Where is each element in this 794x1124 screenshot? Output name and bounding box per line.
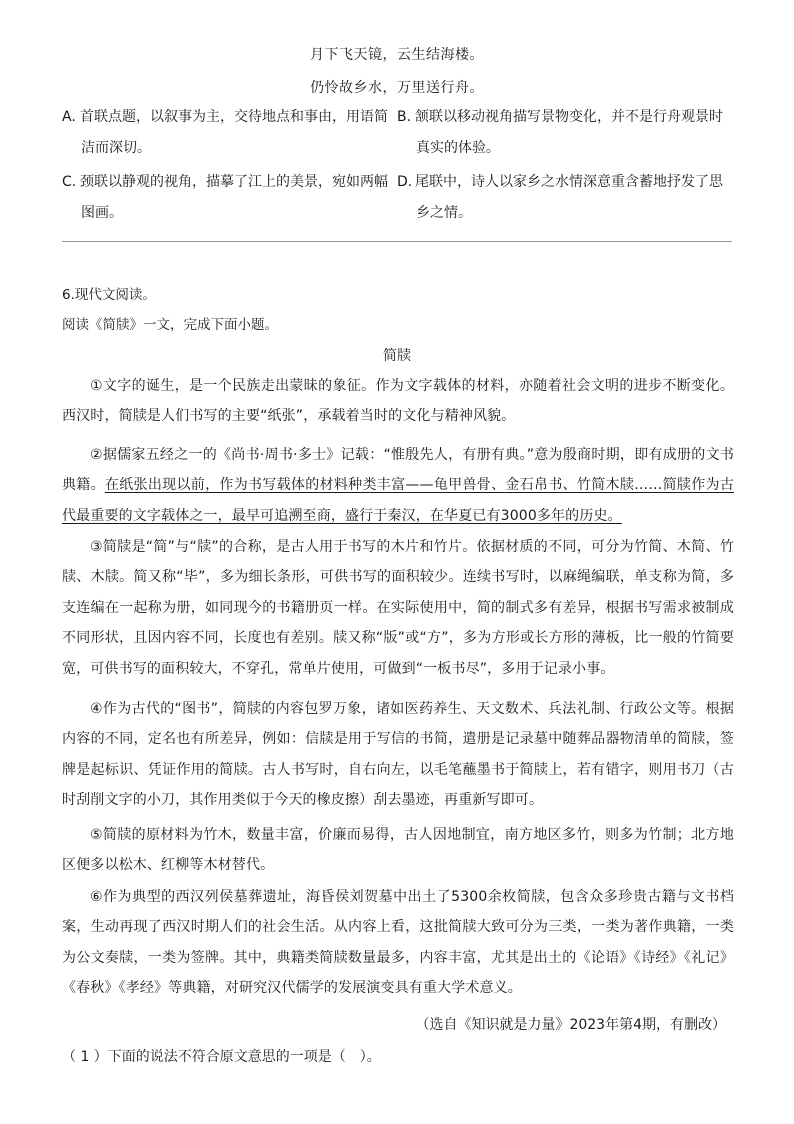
poem-line-2: 仍怜故乡水，万里送行舟。 [310, 80, 484, 96]
paragraph-2-text: ②据儒家五经之一的《尚书·周书·多士》记载：“惟殷先人，有册有典。”意为殷商时期，即有成册的文书典籍。 [62, 447, 734, 494]
paragraph-6: ⑥作为典型的西汉列侯墓葬遗址，海昏侯刘贺墓中出土了5300余枚简牍，包含众多珍贵古籍与文书档案，生动再现了西汉时期人们的社会生活。从内容上看，这批简牍大致可分为三类，一类为著作典籍，一类为公文奏牍，一类为签牌。其中，典籍类简牍数量最多，内容丰富，尤其是出土的《论语》《诗经》《礼记》《春秋》《孝经》等典籍，对研究汉代儒学的发展演变具有重大学术意义。 [62, 889, 734, 997]
option-c-text-2: 图画。 [81, 205, 123, 221]
option-d[interactable] [397, 167, 727, 229]
option-a-letter: A. [62, 109, 76, 125]
option-b-letter: B. [397, 109, 412, 125]
question-1: （ 1 ）下面的说法不符合原文意思的一项是（ ）。 [62, 1049, 381, 1065]
section-heading: 6.现代文阅读。 [62, 287, 156, 303]
option-a[interactable] [62, 102, 392, 164]
paragraph-4: ④作为古代的“图书”，简牍的内容包罗万象，诸如医药养生、天文数术、兵法礼制、行政公文等。根据内容的不同，定名也有所差异，例如：信牍是用于写信的书简，遣册是记录墓中随葬品器物清单的简牍，签牌是起标识、凭证作用的简牍。古人书写时，自右向左，以毛笔蘸墨书于简牍上，若有错字，则用书刀（古时刮削文字的小刀，其作用类似于今天的橡皮擦）刮去墨迹，再重新写即可。 [62, 701, 734, 809]
source-citation: （选自《知识就是力量》2023年第4期，有删改） [415, 1017, 726, 1033]
option-b[interactable] [397, 102, 727, 164]
option-c-letter: C. [62, 174, 77, 190]
section-divider [62, 241, 732, 242]
section-instruction: 阅读《简牍》一文，完成下面小题。 [62, 317, 278, 333]
option-d-letter: D. [397, 174, 413, 190]
paragraph-3: ③简牍是“简”与“牍”的合称，是古人用于书写的木片和竹片。依据材质的不同，可分为竹简、木简、竹牍、木牍。简又称“毕”，多为细长条形，可供书写的面积较少。连续书写时，以麻绳编联，单支称为简，多支连编在一起称为册，如同现今的书籍册页一样。在实际使用中，简的制式多有差异，根据书写需求被制成不同形状，且因内容不同，长度也有差别。牍又称“版”或“方”，多为方形或长方形的薄板，比一般的竹简要宽，可供书写的面积较大，不穿孔，常单片使用，可做到“一板书尽”，多用于记录小事。 [62, 539, 734, 677]
poem-line-1: 月下飞天镜，云生结海楼。 [310, 47, 484, 63]
option-b-text-1: 颔联以移动视角描写景物变化，并不是行舟观景时 [415, 109, 723, 125]
paragraph-2 [62, 440, 734, 531]
option-c-text-1: 颈联以静观的视角，描摹了江上的美景，宛如两幅 [80, 174, 388, 190]
option-d-text-2: 乡之情。 [416, 205, 472, 221]
paragraph-2-underlined-text: 在纸张出现以前，作为书写载体的材料种类丰富——龟甲兽骨、金石帛书、竹简木牍……简牍作为古代最重要的文字载体之一，最早可追溯至商，盛行于秦汉，在华夏已有3000多年的历史。 [62, 477, 734, 524]
option-a-text-1: 首联点题，以叙事为主，交待地点和事由，用语简 [80, 109, 388, 125]
option-c[interactable] [62, 167, 392, 229]
paragraph-5: ⑤简牍的原材料为竹木，数量丰富，价廉而易得，古人因地制宜，南方地区多竹，则多为竹制；北方地区便多以松木、红柳等木材替代。 [62, 827, 734, 874]
option-b-text-2: 真实的体验。 [416, 140, 500, 156]
option-a-text-2: 洁而深切。 [81, 140, 151, 156]
option-d-text-1: 尾联中，诗人以家乡之水情深意重含蓄地抒发了思 [415, 174, 723, 190]
paragraph-1: ①文字的诞生，是一个民族走出蒙昧的象征。作为文字载体的材料，亦随着社会文明的进步不断变化。西汉时，简牍是人们书写的主要“纸张”，承载着当时的文化与精神风貌。 [62, 378, 734, 425]
article-title: 简牍 [383, 348, 411, 364]
